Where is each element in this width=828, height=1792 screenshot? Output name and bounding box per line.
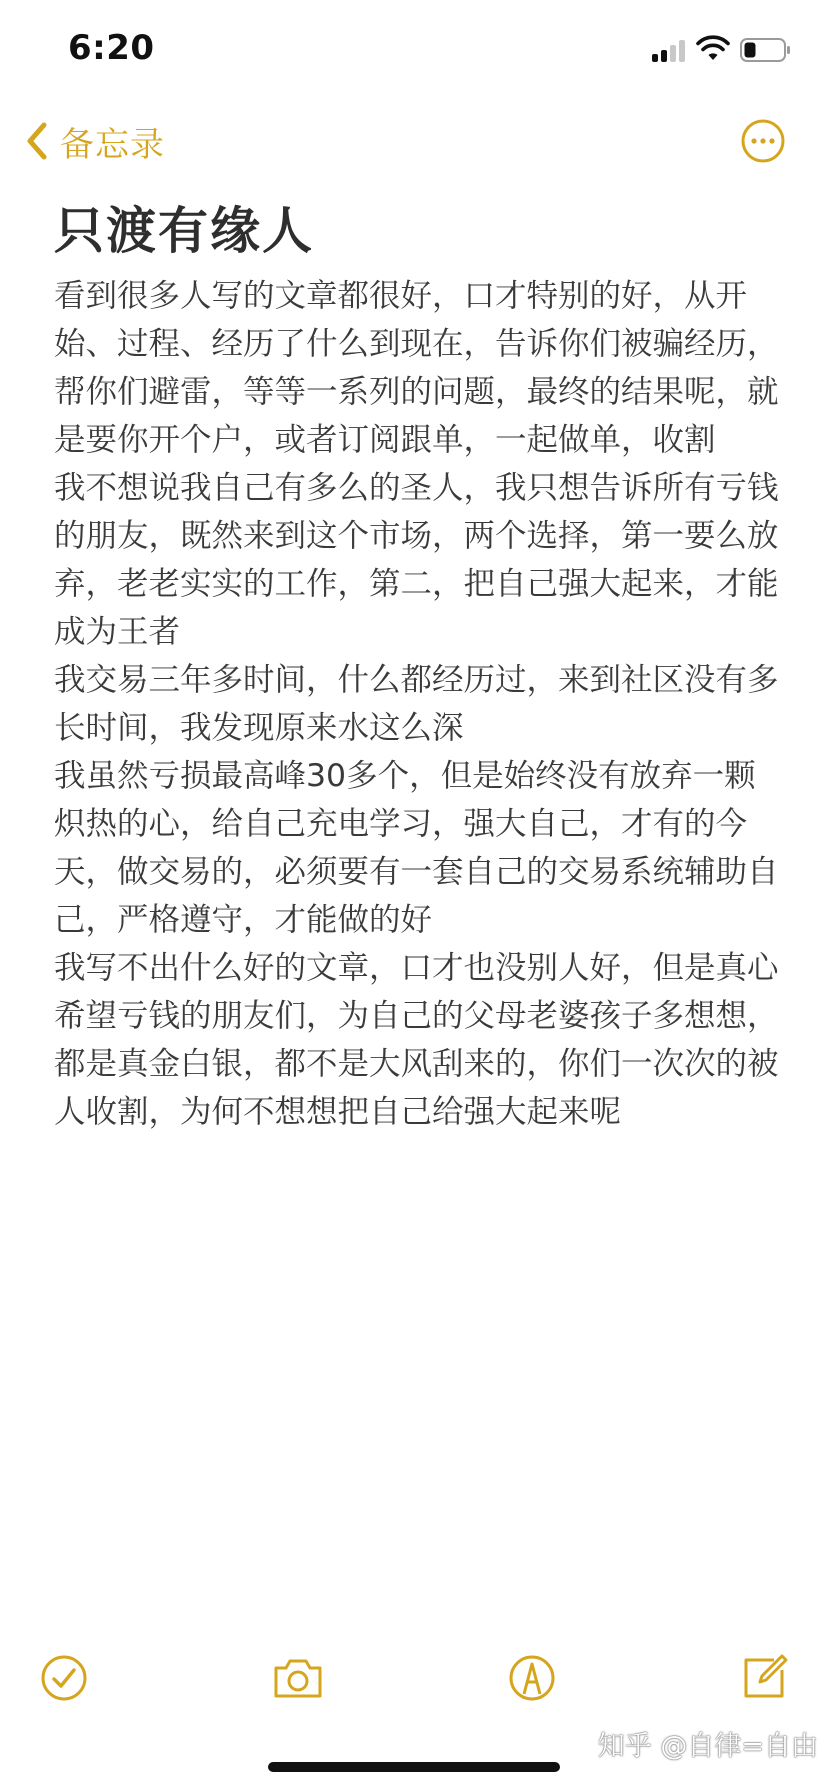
home-indicator[interactable] [268, 1762, 560, 1772]
chevron-left-icon [22, 119, 52, 163]
back-label: 备忘录 [60, 124, 165, 165]
note-paragraph[interactable]: 看到很多人写的文章都很好，口才特别的好，从开始、过程、经历了什么到现在，告诉你们被骗经历，帮你们避雷，等等一系列的问题，最终的结果呢，就是要你开个户，或者订阅跟单，一起做单，收割 [54, 278, 779, 458]
note-body[interactable] [54, 272, 784, 1136]
note-paragraph[interactable]: 我交易三年多时间，什么都经历过，来到社区没有多长时间，我发现原来水这么深 [54, 662, 779, 746]
more-options-icon[interactable] [740, 118, 786, 164]
note-paragraph[interactable]: 我不想说我自己有多么的圣人，我只想告诉所有亏钱的朋友，既然来到这个市场，两个选择，第一要么放弃，老老实实的工作，第二，把自己强大起来，才能成为王者 [54, 470, 779, 650]
compose-icon[interactable] [736, 1650, 792, 1706]
back-button[interactable] [22, 116, 165, 166]
bottom-toolbar [0, 1640, 828, 1720]
watermark: 知乎 @自律=自由 [597, 1731, 818, 1762]
status-bar [0, 0, 828, 100]
markup-icon[interactable] [504, 1650, 560, 1706]
note-paragraph[interactable]: 我虽然亏损最高峰30多个，但是始终没有放弃一颗炽热的心，给自己充电学习，强大自己，才有的今天，做交易的，必须要有一套自己的交易系统辅助自己，严格遵守，才能做的好 [54, 758, 779, 938]
note-content[interactable] [54, 196, 784, 1136]
cellular-signal-icon [652, 40, 688, 62]
camera-icon[interactable] [270, 1650, 326, 1706]
wifi-icon [696, 34, 730, 62]
nav-bar [0, 110, 828, 170]
checklist-icon[interactable] [36, 1650, 92, 1706]
battery-icon [740, 38, 792, 62]
note-paragraph[interactable]: 我写不出什么好的文章，口才也没别人好，但是真心希望亏钱的朋友们，为自己的父母老婆孩子多想想，都是真金白银，都不是大风刮来的，你们一次次的被人收割，为何不想想把自己给强大起来呢 [54, 950, 779, 1130]
status-time: 6:20 [68, 28, 155, 68]
note-title[interactable]: 只渡有缘人 [54, 202, 314, 260]
